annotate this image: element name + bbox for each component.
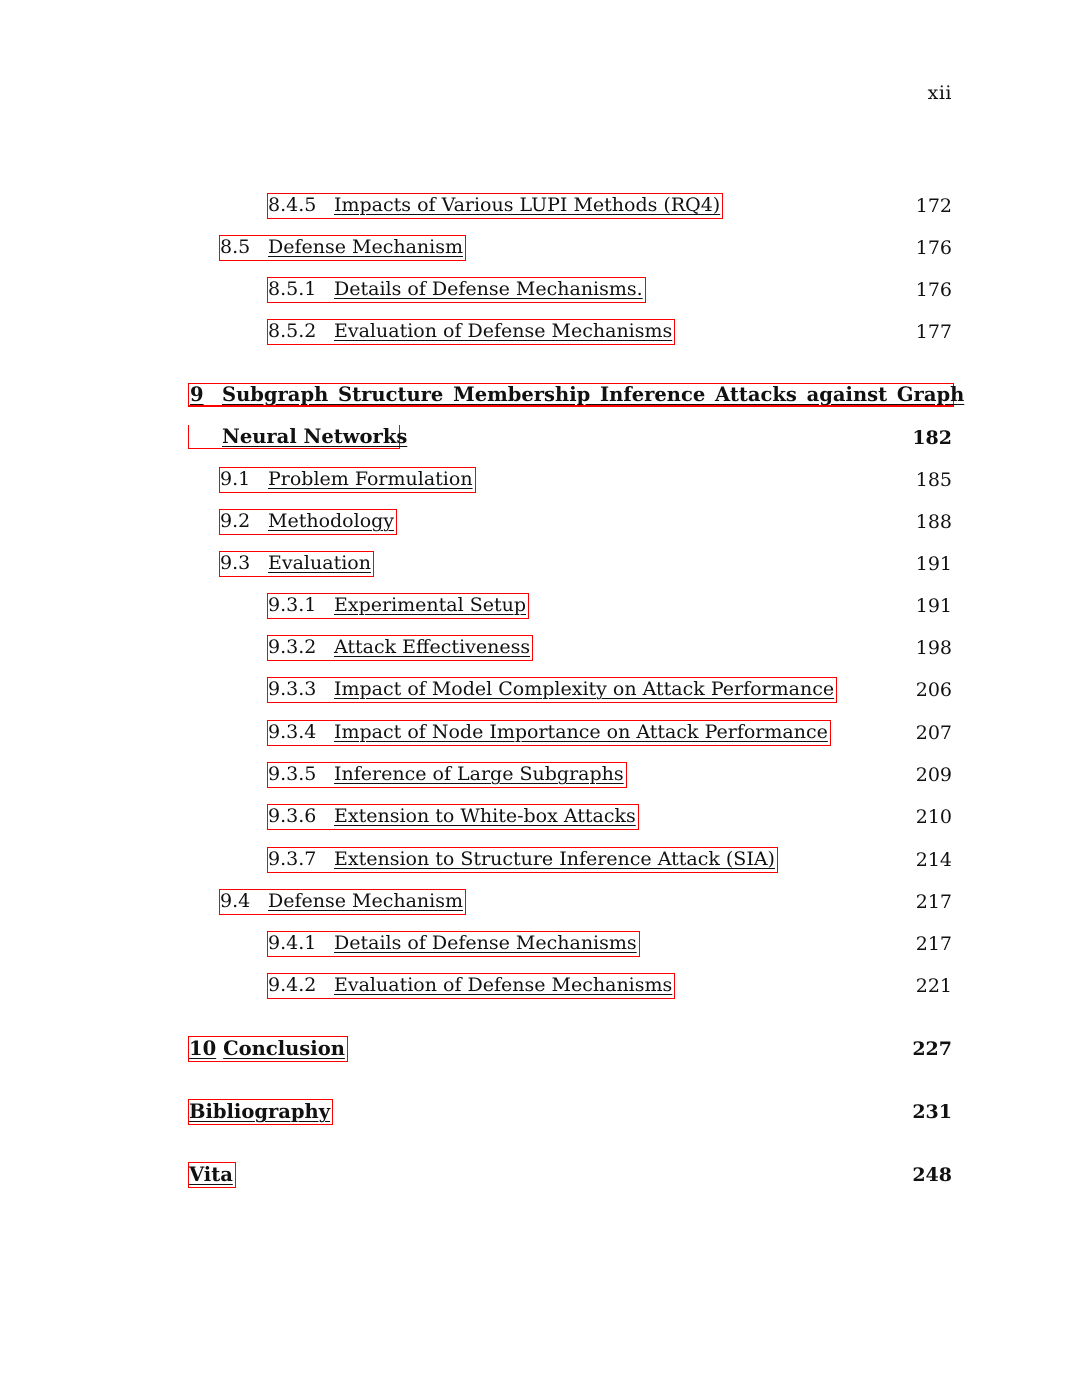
toc-page-number: 176 bbox=[915, 237, 952, 259]
toc-entry-number: 9.2 bbox=[220, 510, 251, 532]
toc-link-9-3-5[interactable] bbox=[267, 762, 627, 788]
toc-entry-number: 8.5.1 bbox=[268, 278, 317, 300]
toc-link-9-3-2[interactable] bbox=[267, 635, 533, 661]
toc-entry-number: 9.1 bbox=[220, 468, 251, 490]
toc-entry-title: Evaluation of Defense Mechanisms bbox=[334, 320, 673, 342]
toc-entry-9-3-5 bbox=[0, 762, 1080, 792]
toc-entry-9-2 bbox=[0, 509, 1080, 539]
toc-page-number: 206 bbox=[915, 679, 952, 701]
toc-link-9-4-1[interactable] bbox=[267, 931, 640, 957]
toc-page-number: 191 bbox=[915, 553, 952, 575]
toc-entry-number: 9.3.7 bbox=[268, 848, 317, 870]
toc-link-bibliography[interactable] bbox=[188, 1099, 333, 1125]
toc-link-9-3-3[interactable] bbox=[267, 677, 837, 703]
toc-entry-number: 9.3.1 bbox=[268, 594, 317, 616]
toc-entry-9-3-4 bbox=[0, 720, 1080, 750]
toc-entry-number: 9.4.1 bbox=[268, 932, 317, 954]
toc-entry-number: 9.4 bbox=[220, 890, 251, 912]
toc-entry-vita bbox=[0, 1162, 1080, 1192]
toc-link-9-3-7[interactable] bbox=[267, 847, 778, 873]
toc-link-9-3-1[interactable] bbox=[267, 593, 529, 619]
toc-entry-9-3-1 bbox=[0, 593, 1080, 623]
toc-page-number: 191 bbox=[915, 595, 952, 617]
toc-page-number: 231 bbox=[912, 1101, 952, 1123]
toc-entry-9-4-1 bbox=[0, 931, 1080, 961]
toc-entry-title: Inference of Large Subgraphs bbox=[334, 763, 624, 785]
toc-chapter-number: 10 bbox=[189, 1037, 217, 1060]
toc-entry-number: 8.5 bbox=[220, 236, 251, 258]
toc-entry-number: 8.4.5 bbox=[268, 194, 317, 216]
toc-entry-chapter-10 bbox=[0, 1036, 1080, 1066]
toc-entry-8-5-1 bbox=[0, 277, 1080, 307]
toc-entry-bibliography bbox=[0, 1099, 1080, 1129]
toc-entry-title: Vita bbox=[189, 1163, 233, 1186]
toc-entry-8-4-5 bbox=[0, 193, 1080, 223]
toc-entry-9-3-6 bbox=[0, 804, 1080, 834]
toc-entry-title: Impact of Model Complexity on Attack Performance bbox=[334, 678, 835, 700]
toc-link-9-3-6[interactable] bbox=[267, 804, 639, 830]
toc-page-number: 221 bbox=[915, 975, 952, 997]
toc-link-8-5-2[interactable] bbox=[267, 319, 675, 345]
toc-entry-9-4 bbox=[0, 889, 1080, 919]
toc-page-number: 198 bbox=[915, 637, 952, 659]
toc-page-number: 182 bbox=[912, 427, 952, 449]
toc-entry-title: Problem Formulation bbox=[268, 468, 473, 490]
toc-entry-title: Impact of Node Importance on Attack Performance bbox=[334, 721, 828, 743]
toc-entry-9-1 bbox=[0, 467, 1080, 497]
toc-link-9-3-4[interactable] bbox=[267, 720, 831, 746]
toc-entry-number: 9.3.3 bbox=[268, 678, 317, 700]
toc-link-9-4[interactable] bbox=[219, 889, 466, 915]
toc-entry-9-4-2 bbox=[0, 973, 1080, 1003]
toc-entry-title: Evaluation of Defense Mechanisms bbox=[334, 974, 673, 996]
toc-entry-number: 9.3.5 bbox=[268, 763, 317, 785]
toc-page-number: 185 bbox=[915, 469, 952, 491]
toc-entry-title: Details of Defense Mechanisms. bbox=[334, 278, 643, 300]
toc-entry-8-5 bbox=[0, 235, 1080, 265]
toc-entry-9-3-3 bbox=[0, 677, 1080, 707]
toc-page-number: 207 bbox=[915, 722, 952, 744]
toc-page-number: 217 bbox=[915, 891, 952, 913]
toc-link-9-4-2[interactable] bbox=[267, 973, 675, 999]
toc-entry-title: Methodology bbox=[268, 510, 395, 532]
toc-entry-title: Evaluation bbox=[268, 552, 371, 574]
toc-page-number: 214 bbox=[915, 849, 952, 871]
toc-entry-title: Conclusion bbox=[223, 1037, 345, 1060]
toc-entry-title: Bibliography bbox=[189, 1100, 331, 1123]
toc-link-8-4-5[interactable] bbox=[267, 193, 723, 219]
toc-entry-number: 9.3.2 bbox=[268, 636, 317, 658]
toc-entry-title: Experimental Setup bbox=[334, 594, 527, 616]
toc-entry-9-3-7 bbox=[0, 847, 1080, 877]
toc-entry-title: Attack Effectiveness bbox=[334, 636, 531, 658]
toc-link-9-2[interactable] bbox=[219, 509, 397, 535]
page-number: xii bbox=[927, 82, 952, 104]
toc-link-9-3[interactable] bbox=[219, 551, 374, 577]
toc-entry-8-5-2 bbox=[0, 319, 1080, 349]
toc-entry-number: 9.3.6 bbox=[268, 805, 317, 827]
toc-link-chapter-10[interactable] bbox=[188, 1036, 348, 1062]
toc-entry-title: Details of Defense Mechanisms bbox=[334, 932, 637, 954]
toc-entry-title: Extension to Structure Inference Attack (SIA) bbox=[334, 848, 775, 870]
toc-page-number: 188 bbox=[915, 511, 952, 533]
toc-entry-number: 9.3 bbox=[220, 552, 251, 574]
toc-entry-title: Impacts of Various LUPI Methods (RQ4) bbox=[334, 194, 721, 216]
toc-chapter-title-line1[interactable]: Subgraph Structure Membership Inference Attacks against Graph bbox=[222, 383, 965, 406]
toc-chapter-number: 9 bbox=[190, 383, 204, 406]
toc-entry-9-3 bbox=[0, 551, 1080, 581]
toc-entry-title: Defense Mechanism bbox=[268, 890, 464, 912]
toc-chapter-title-line2[interactable]: Neural Networks bbox=[222, 425, 408, 448]
toc-entry-9-3-2 bbox=[0, 635, 1080, 665]
toc-page-number: 172 bbox=[915, 195, 952, 217]
toc-page-number: 210 bbox=[915, 806, 952, 828]
toc-entry-number: 9.3.4 bbox=[268, 721, 317, 743]
toc-entry-title: Extension to White-box Attacks bbox=[334, 805, 636, 827]
toc-link-vita[interactable] bbox=[188, 1162, 236, 1188]
toc-link-8-5-1[interactable] bbox=[267, 277, 646, 303]
toc-page-number: 209 bbox=[915, 764, 952, 786]
toc-page-number: 248 bbox=[912, 1164, 952, 1186]
toc-page-number: 217 bbox=[915, 933, 952, 955]
toc-page-number: 176 bbox=[915, 279, 952, 301]
toc-link-8-5[interactable] bbox=[219, 235, 466, 261]
toc-page-number: 177 bbox=[915, 321, 952, 343]
toc-link-9-1[interactable] bbox=[219, 467, 476, 493]
toc-page-number: 227 bbox=[912, 1038, 952, 1060]
toc-entry-number: 8.5.2 bbox=[268, 320, 317, 342]
toc-entry-title: Defense Mechanism bbox=[268, 236, 464, 258]
toc-entry-number: 9.4.2 bbox=[268, 974, 317, 996]
